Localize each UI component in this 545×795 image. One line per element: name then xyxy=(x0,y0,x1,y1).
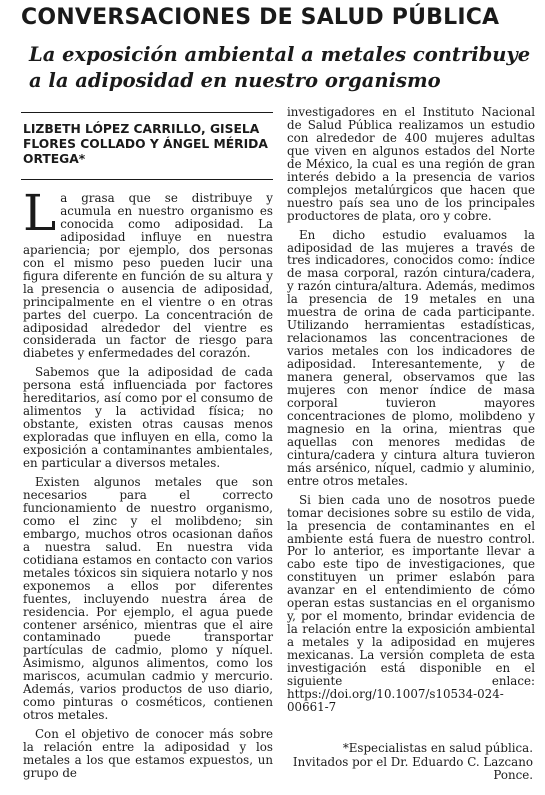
paragraph-4-start: Con el objetivo de conocer más sobre la relación entre la adiposidad y los metales a los que estamos expuestos, un grupo de xyxy=(23,727,273,780)
paragraph-3: Existen algunos metales que son necesarios para el correcto funcionamiento de nuestro organismo, como el zinc y el molibdeno; sin embargo, muchos otros ocasionan daños a nuestra salud. En nuestra vida cotidiana estamos en contacto con varios metales tóxicos sin siquiera notarlo y nos exponemos a ellos por diferentes fuentes, incluyendo nuestra área de residencia. Por ejemplo, el agua puede contener arsénico, mientras que el aire contaminado puede transportar partículas de cadmio, plomo y níquel. Asimismo, algunos alimentos, como los mariscos, acumulan cadmio y mercurio. Además, varios productos de uso diario, como pinturas o cosméticos, contienen otros metales. xyxy=(23,475,273,723)
author-footnote xyxy=(273,742,533,783)
paragraph-1-text: a grasa que se distribuye y acumula en nuestro organismo es conocida como adiposidad. La adiposidad influye en nuestra apariencia; por ejemplo, dos personas con el mismo peso pueden lucir una figura diferente en función de su altura y la presencia o ausencia de adiposidad, principalmente en el vientre o en otras partes del cuerpo. La concentración de adiposidad alrededor del vientre es considerada un factor de riesgo para diabetes y enfermedades del corazón. xyxy=(23,191,273,361)
top-divider xyxy=(21,112,273,113)
paragraph-4-continued: investigadores en el Instituto Nacional de Salud Pública realizamos un estudio con alrededor de 400 mujeres adultas que viven en algunos estados del Norte de México, la cual es una región de gran interés debido a la presencia de varios complejos metalúrgicos que hacen que nuestro país sea uno de los principales productores de plata, oro y cobre. xyxy=(287,105,535,223)
byline-divider xyxy=(21,179,273,180)
paragraph-2: Sabemos que la adiposidad de cada persona está influenciada por factores hereditarios, así como por el consumo de alimentos y la actividad física; no obstante, existen otras causas menos exploradas que influyen en ella, como la exposición a contaminantes ambientales, en particular a diversos metales. xyxy=(23,365,273,471)
footnote-line-2: Invitados por el Dr. Eduardo C. Lazcano Ponce. xyxy=(292,754,533,782)
article-column-right xyxy=(287,106,535,714)
section-title: CONVERSACIONES DE SALUD PÚBLICA xyxy=(21,5,500,30)
paragraph-5: En dicho estudio evaluamos la adiposidad de las mujeres a través de tres indicadores, conocidos como: índice de masa corporal, razón cintura/cadera, y razón cintura/altura. Además, medimos la presencia de 19 metales en una muestra de orina de cada participante. Utilizando herramientas estadísticas, relacionamos las concentraciones de varios metales con los indicadores de adiposidad. Interesantemente, y de manera general, observamos que las mujeres con menor índice de masa corporal tuvieron mayores concentraciones de plomo, molibdeno y magnesio en la orina, mientras que aquellas con menores medidas de cintura/cadera y cintura altura tuvieron más arsénico, níquel, cadmio y aluminio, entre otros metales. xyxy=(287,227,535,488)
article-subtitle: La exposición ambiental a metales contribuye a la adiposidad en nuestro organismo xyxy=(29,43,531,92)
article-column-left xyxy=(23,184,273,780)
drop-cap: L xyxy=(23,184,57,242)
paragraph-1 xyxy=(23,184,273,361)
paragraph-6: Si bien cada uno de nosotros puede tomar decisiones sobre su estilo de vida, la presencia de contaminantes en el ambiente está fuera de nuestro control. Por lo anterior, es importante llevar a cabo este tipo de investigaciones, que constituyen un primer eslabón para avanzar en el entendimiento de cómo operan estas sustancias en el organismo y, por el momento, brindar evidencia de la relación entre la exposición ambiental a metales y la adiposidad en mujeres mexicanas. La versión completa de esta investigación está disponible en el siguiente enlace: https://doi.org/10.1007/s10534-024-00661-7 xyxy=(287,492,535,714)
footnote-line-1: *Especialistas en salud pública. xyxy=(342,741,533,755)
author-byline: LIZBETH LÓPEZ CARRILLO, GISELA FLORES COLLADO Y ÁNGEL MÉRIDA ORTEGA* xyxy=(23,122,268,166)
